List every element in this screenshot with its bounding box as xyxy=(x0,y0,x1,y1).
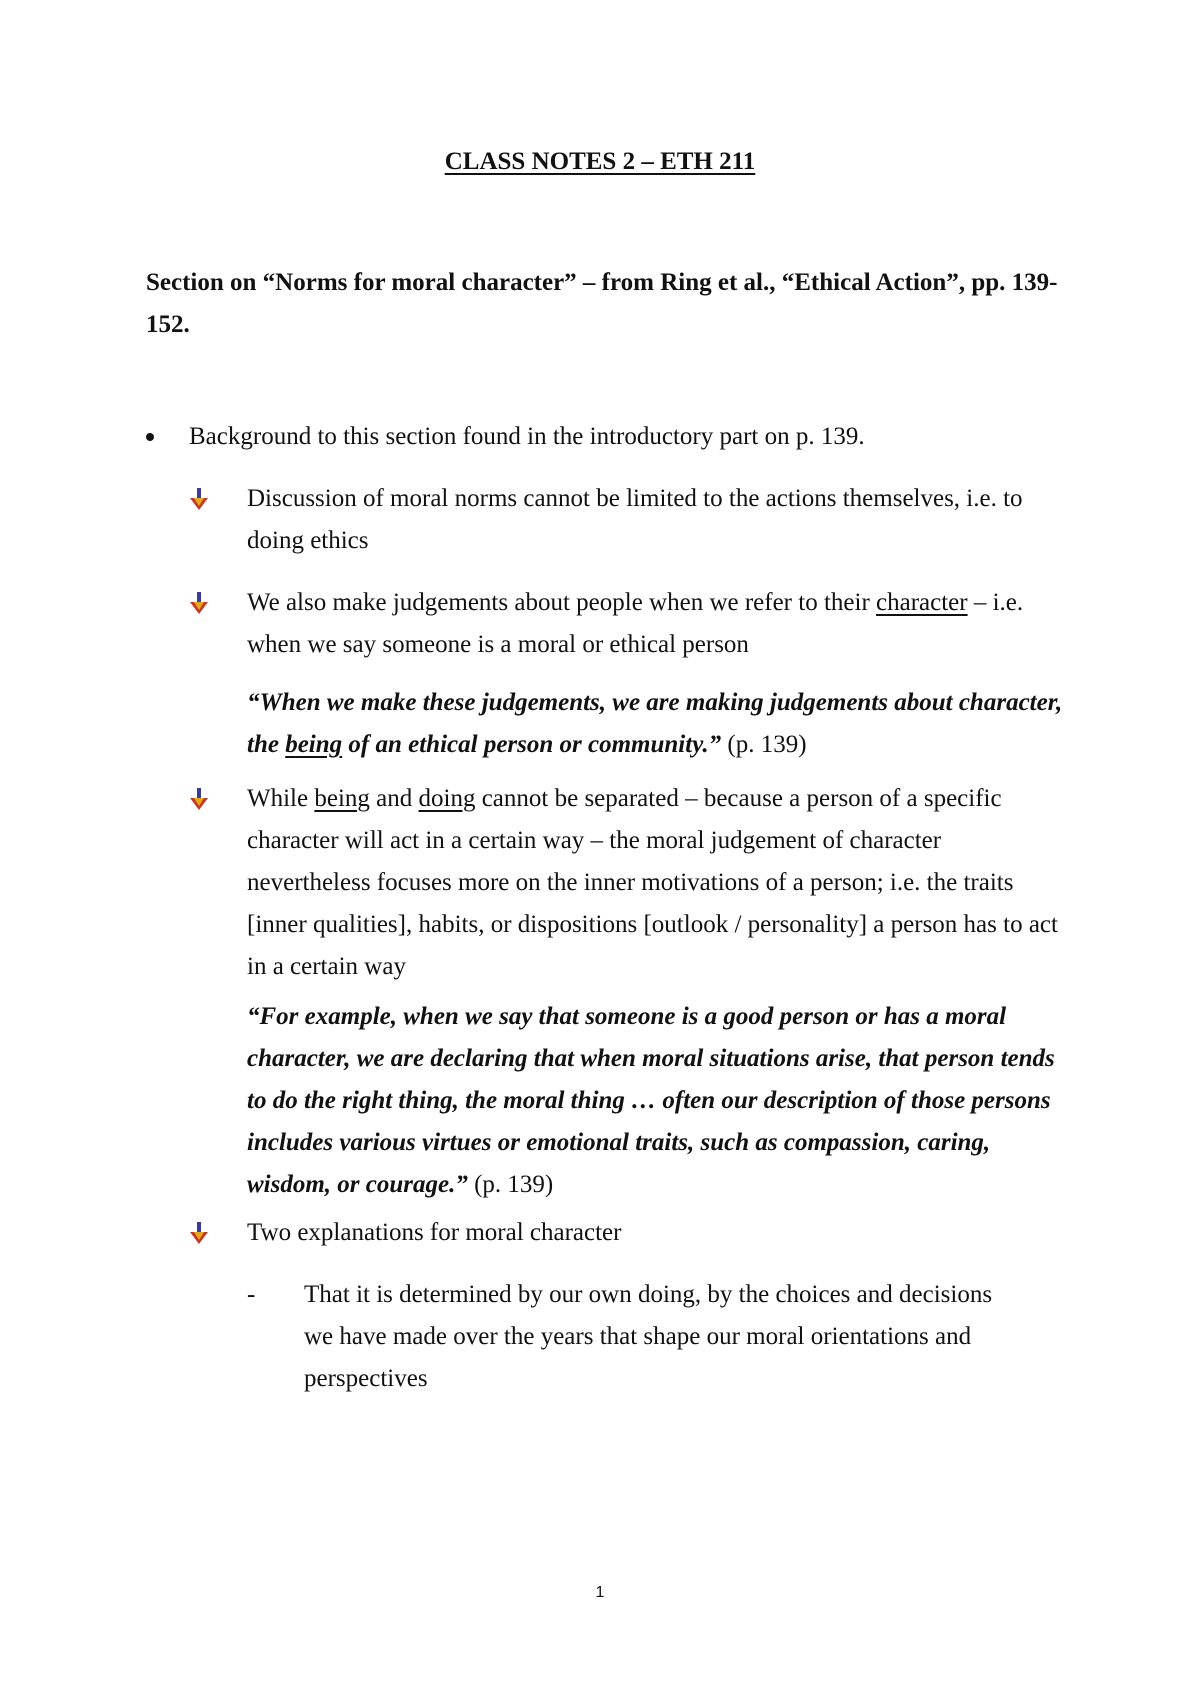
arrow-down-bullet-icon xyxy=(190,1222,208,1244)
section-heading: Section on “Norms for moral character” – from Ring et al., “Ethical Action”, pp. 139-152. xyxy=(146,269,1058,338)
sub-list-item-own-doing xyxy=(247,1274,1007,1400)
page-number: 1 xyxy=(595,1584,605,1601)
list-item-two-explanations xyxy=(190,1212,1070,1254)
quote-citation: (p. 139) xyxy=(467,1171,554,1198)
underlined-term-being: being xyxy=(285,731,343,758)
arrow-down-bullet-icon xyxy=(190,788,208,810)
sub-list-item-text: That it is determined by our own doing, by the choices and decisions we have made over the years that shape our moral orientations and perspectives xyxy=(304,1281,993,1392)
quote-citation: (p. 139) xyxy=(721,731,807,758)
arrow-down-bullet-icon xyxy=(190,488,208,510)
arrow-down-bullet-icon xyxy=(190,592,208,614)
underlined-term-doing: doing xyxy=(418,785,476,812)
quote-text: of an ethical person or community.” xyxy=(342,731,722,758)
bullet-text: Background to this section found in the introductory part on p. 139. xyxy=(189,423,865,450)
list-item-text: Discussion of moral norms cannot be limited to the actions themselves, i.e. to doing ethics xyxy=(247,485,1023,554)
quote-text: “For example, when we say that someone is a good person or has a moral character, we are declaring that when moral situations arise, that person tends to do the right thing, the moral thing … often our description of those persons includes various virtues or emotional traits, such as compassion, caring, wisdom, or courage.” xyxy=(247,1003,1055,1198)
dash-marker: - xyxy=(247,1281,256,1308)
list-item-text: Two explanations for moral character xyxy=(247,1219,622,1246)
list-item-being-doing xyxy=(190,778,1070,988)
list-item-judgements xyxy=(190,582,1070,666)
quote-block-example xyxy=(247,996,1077,1206)
list-item-discussion xyxy=(190,478,1070,562)
bullet-dot-icon xyxy=(146,433,154,441)
underlined-term-character: character xyxy=(876,589,968,616)
text-segment: We also make judgements about people when we refer to their xyxy=(247,589,877,616)
quote-text: “When we make these judgements, we are making judgements about character, the xyxy=(247,689,1063,758)
text-segment: and xyxy=(369,785,419,812)
list-item-text xyxy=(247,778,1070,988)
text-segment: cannot be separated – because a person of a specific character will act in a certain way – the moral judgement of character nevertheless focuses more on the inner motivations of a person; i.e. the traits [inner qualities], habits, or dispositions [outlook / personality] a person has to act in a certain way xyxy=(247,785,1058,980)
text-segment: While xyxy=(247,785,315,812)
quote-block-character xyxy=(247,682,1077,766)
text-segment: – i.e. when we say someone is a moral or ethical person xyxy=(247,589,1024,658)
list-item-text xyxy=(247,582,1070,666)
underlined-term-being: being xyxy=(314,785,370,812)
page-title: CLASS NOTES 2 – ETH 211 xyxy=(444,148,756,175)
